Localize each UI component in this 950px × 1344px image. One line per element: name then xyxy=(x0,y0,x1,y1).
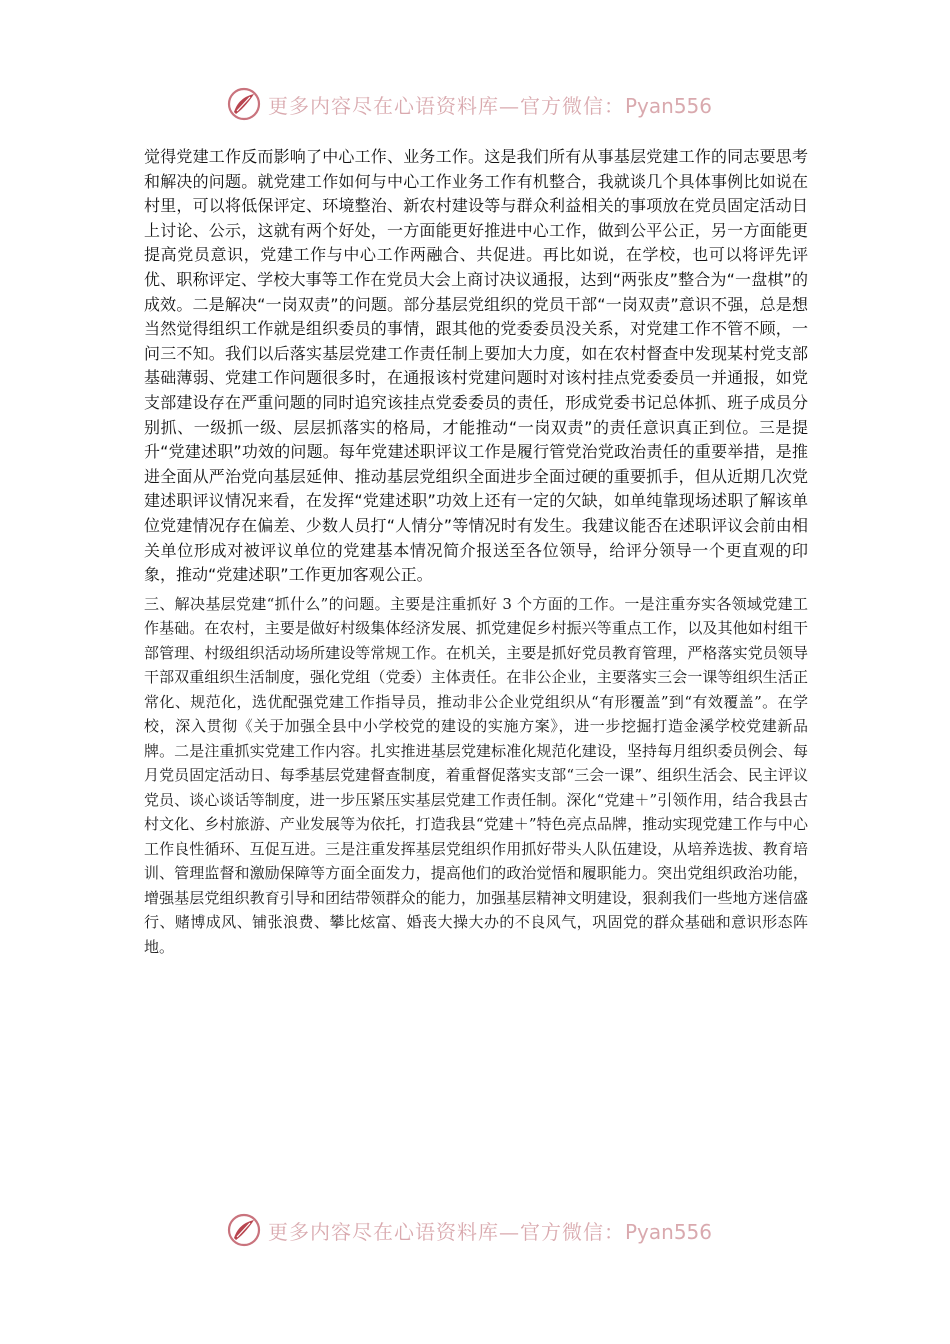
body-paragraph: 觉得党建工作反而影响了中心工作、业务工作。这是我们所有从事基层党建工作的同志要思考和解决的问题。就党建工作如何与中心工作业务工作有机整合，我就谈几个具体事例比如说在村里，可以将低保评定、环境整治、新农村建设等与群众利益相关的事项放在党员固定活动日上讨论、公示，这就有两个好处，一方面能更好推进中心工作，做到公平公正，另一方面能更提高党员意识，党建工作与中心工作两融合、共促进。再比如说，在学校，也可以将评先评优、职称评定、学校大事等工作在党员大会上商讨决议通报，达到“两张皮”整合为“一盘棋”的成效。二是解决“一岗双责”的问题。部分基层党组织的党员干部“一岗双责”意识不强，总是想当然觉得组织工作就是组织委员的事情，跟其他的党委委员没关系，对党建工作不管不顾，一问三不知。我们以后落实基层党建工作责任制上要加大力度，如在农村督查中发现某村党支部基础薄弱、党建工作问题很多时，在通报该村党建问题时对该村挂点党委委员一并通报，如党支部建设存在严重问题的同时追究该挂点党委委员的责任，形成党委书记总体抓、班子成员分别抓、一级抓一级、层层抓落实的格局，才能推动“一岗双责”的责任意识真正到位。三是提升“党建述职”功效的问题。每年党建述职评议工作是履行管党治党政治责任的重要举措，是推进全面从严治党向基层延伸、推动基层党组织全面进步全面过硬的重要抓手，但从近期几次党建述职评议情况来看，在发挥“党建述职”功效上还有一定的欠缺，如单纯靠现场述职了解该单位党建情况存在偏差、少数人员打“人情分”等情况时有发生。我建议能否在述职评议会前由相关单位形成对被评议单位的党建基本情况简介报送至各位领导，给评分领导一个更直观的印象，推动“党建述职”工作更加客观公正。 xyxy=(144,147,808,585)
body-paragraph: 三、解决基层党建“抓什么”的问题。主要是注重抓好 3 个方面的工作。一是注重夯实各领域党建工作基础。在农村，主要是做好村级集体经济发展、抓党建促乡村振兴等重点工作，以及其他如村组干部管理、村级组织活动场所建设等常规工作。在机关，主要是抓好党员教育管理，严格落实党员领导干部双重组织生活制度，强化党组（党委）主体责任。在非公企业，主要落实三会一课等组织生活正常化、规范化，选优配强党建工作指导员，推动非公企业党组织从“有形覆盖”到“有效覆盖”。在学校，深入贯彻《关于加强全县中小学校党的建设的实施方案》，进一步挖掘打造金溪学校党建新品牌。二是注重抓实党建工作内容。扎实推进基层党建标准化规范化建设，坚持每月组织委员例会、每月党员固定活动日、每季基层党建督查制度，着重督促落实支部“三会一课”、组织生活会、民主评议党员、谈心谈话等制度，进一步压紧压实基层党建工作责任制。深化“党建＋”引领作用，结合我县古村文化、乡村旅游、产业发展等为依托，打造我县“党建＋”特色亮点品牌，推动实现党建工作与中心工作良性循环、互促互进。三是注重发挥基层党组织作用抓好带头人队伍建设，从培养选拔、教育培训、管理监督和激励保障等方面全面发力，提高他们的政治觉悟和履职能力。突出党组织政治功能，增强基层党组织教育引导和团结带领群众的能力，加强基层精神文明建设，狠刹我们一些地方迷信盛行、赌博成风、铺张浪费、攀比炫富、婚丧大操大办的不良风气，巩固党的群众基础和意识形态阵地。 xyxy=(144,594,808,956)
pen-logo-icon xyxy=(226,86,262,122)
bottom-watermark-banner xyxy=(226,1210,726,1250)
pen-logo-icon xyxy=(226,1212,262,1248)
document-body xyxy=(144,145,808,959)
watermark-text: 更多内容尽在心语资料库—官方微信：Pyan556 xyxy=(268,93,713,118)
watermark-text: 更多内容尽在心语资料库—官方微信：Pyan556 xyxy=(268,1219,713,1244)
top-watermark-banner xyxy=(226,84,726,124)
